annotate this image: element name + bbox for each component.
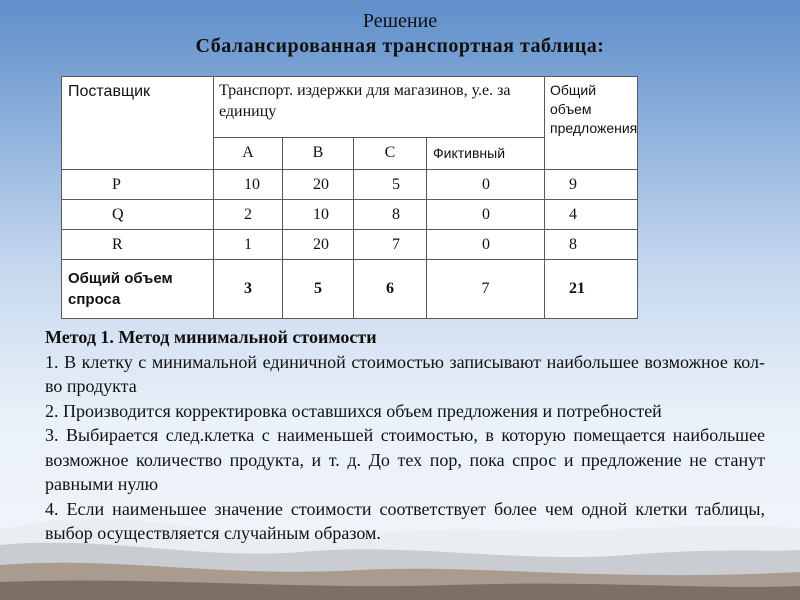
cost-cell: 5	[354, 170, 427, 200]
slide-subtitle: Сбалансированная транспортная таблица:	[195, 35, 605, 57]
cost-cell: 1	[214, 230, 283, 260]
cost-cell: 7	[354, 230, 427, 260]
demand-row	[62, 260, 638, 319]
store-b-header: B	[283, 137, 354, 169]
cost-cell: 20	[283, 170, 354, 200]
method-step: 4. Если наименьшее значение стоимости соответствует более чем одной клетки таблицы, выбор осуществляется случайным образом.	[45, 498, 765, 543]
cost-cell: 20	[283, 230, 354, 260]
supply-cell: 8	[545, 230, 638, 260]
method-description	[45, 325, 765, 546]
supplier-header: Поставщик	[62, 77, 214, 170]
supplier-name: Q	[62, 200, 214, 230]
supply-header: Общий объем предложения	[545, 77, 638, 170]
cost-cell: 8	[354, 200, 427, 230]
supplier-name: R	[62, 230, 214, 260]
demand-label: Общий объем спроса	[62, 260, 214, 319]
total-cell: 21	[545, 260, 638, 319]
table-row	[62, 170, 638, 200]
cost-cell: 10	[283, 200, 354, 230]
transport-table	[61, 76, 638, 319]
cost-header: Транспорт. издержки для магазинов, у.е. за единицу	[214, 77, 545, 138]
method-step: 1. В клетку с минимальной единичной стоимостью записывают наибольшее возможное кол-во продукта	[45, 351, 765, 396]
supply-cell: 9	[545, 170, 638, 200]
supply-cell: 4	[545, 200, 638, 230]
table-row	[62, 230, 638, 260]
method-step: 2. Производится корректировка оставшихся объем предложения и потребностей	[45, 400, 662, 421]
method-heading: Метод 1. Метод минимальной стоимости	[45, 327, 377, 347]
cost-cell: 2	[214, 200, 283, 230]
cost-cell: 10	[214, 170, 283, 200]
store-fictive-header: Фиктивный	[427, 137, 545, 169]
store-c-header: C	[354, 137, 427, 169]
cost-cell: 0	[427, 170, 545, 200]
cost-cell: 0	[427, 230, 545, 260]
cost-cell: 0	[427, 200, 545, 230]
supplier-name: P	[62, 170, 214, 200]
method-step: 3. Выбирается след.клетка с наименьшей стоимостью, в которую помещается наибольшее возможное количество продукта, и т. д. До тех пор, пока спрос и предложение не станут равными нулю	[45, 425, 765, 494]
table-row	[62, 200, 638, 230]
demand-cell: 6	[354, 260, 427, 319]
demand-cell: 7	[427, 260, 545, 319]
demand-cell: 3	[214, 260, 283, 319]
demand-cell: 5	[283, 260, 354, 319]
slide-title: Решение	[362, 10, 438, 32]
store-a-header: A	[214, 137, 283, 169]
